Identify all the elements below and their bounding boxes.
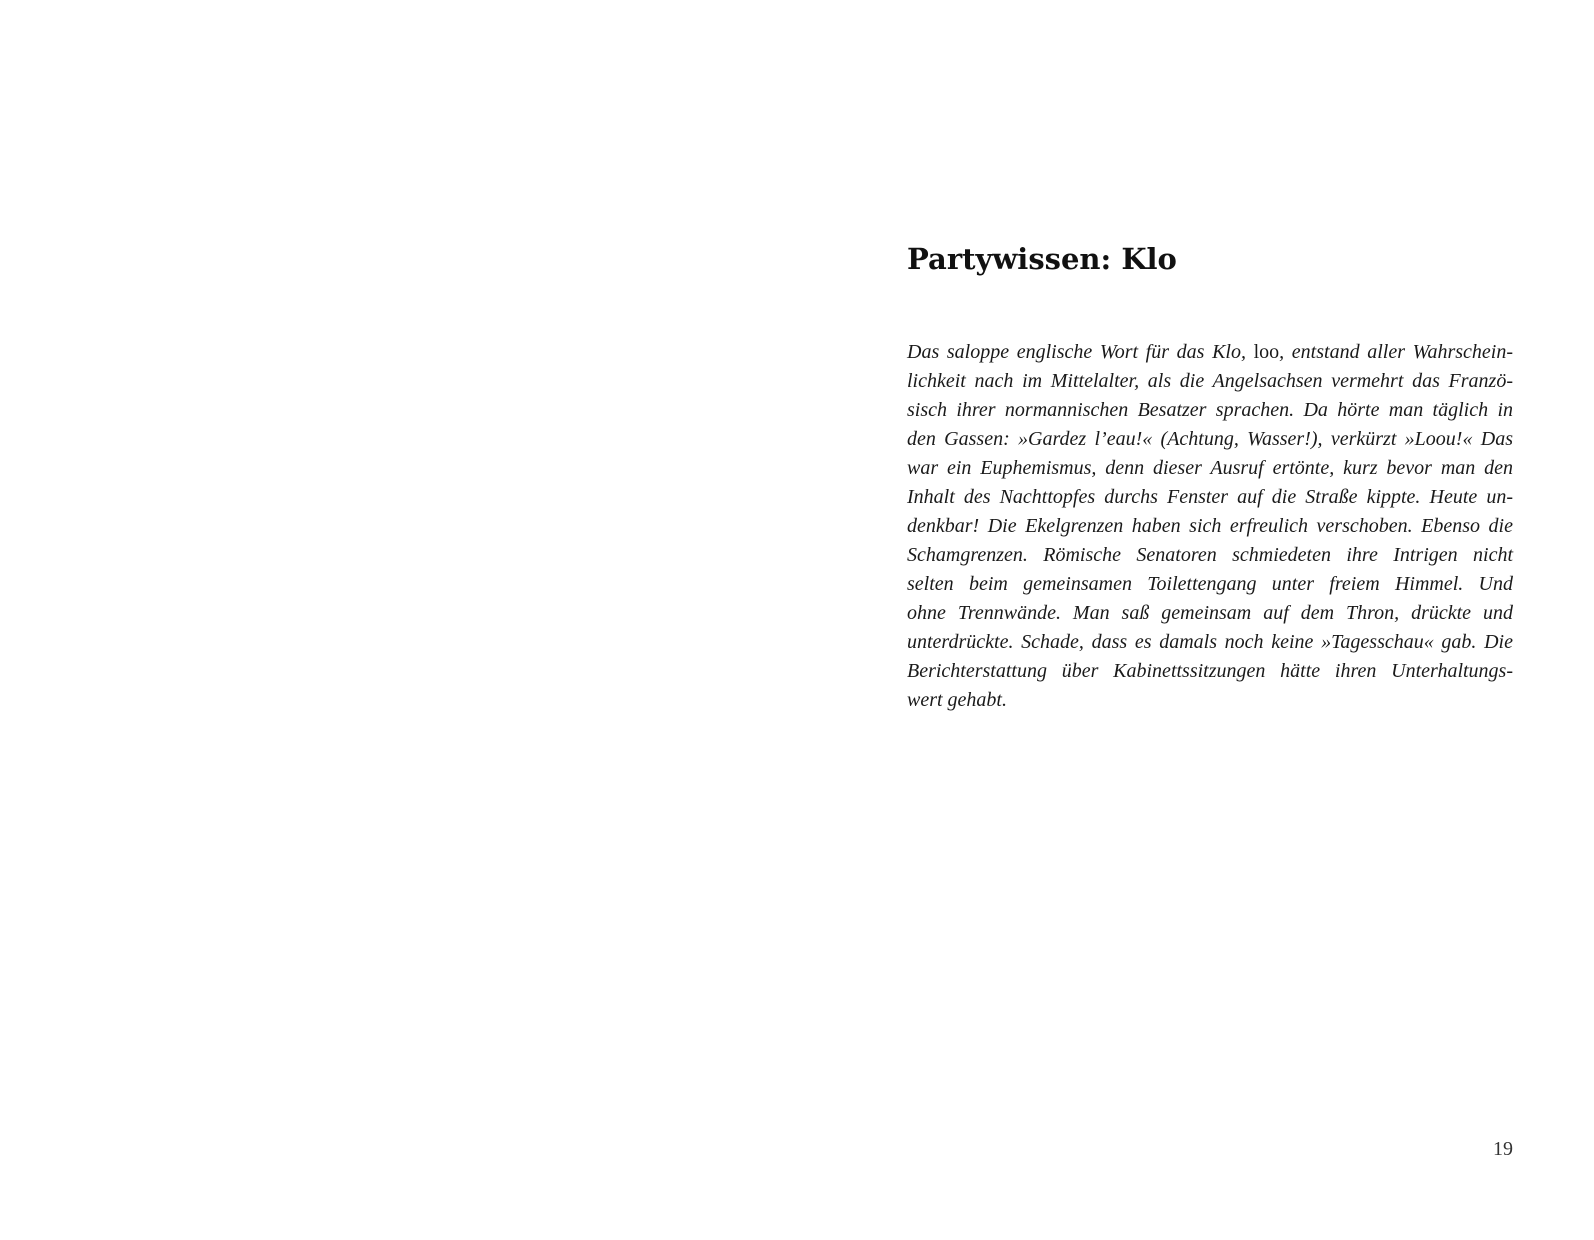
text-line-4: den Gassen: »Gardez l’eau!« (Achtung, Wasser!), verkürzt »Loou!« Das <box>907 428 1513 450</box>
text-line-2: lichkeit nach im Mittelalter, als die Angelsachsen vermehrt das Franzö- <box>907 370 1513 392</box>
text-line-1-pre: Das saloppe englische Wort für das Klo, <box>907 341 1254 363</box>
text-line-13: wert gehabt. <box>907 689 1007 711</box>
text-line-6: Inhalt des Nachttopfes durchs Fenster auf die Straße kippte. Heute un- <box>907 486 1513 508</box>
text-line-1-post: , entstand aller Wahrschein- <box>1279 341 1513 363</box>
text-line-12: Berichterstattung über Kabinettssitzungen hätte ihren Unterhaltungs- <box>907 660 1513 682</box>
right-page <box>797 0 1594 1240</box>
page-heading: Partywissen: Klo <box>907 242 1177 276</box>
upright-word-loo: loo <box>1253 341 1280 363</box>
text-line-3: sisch ihrer normannischen Besatzer sprachen. Da hörte man täglich in <box>907 399 1513 421</box>
text-line-11: unterdrückte. Schade, dass es damals noch keine »Tagesschau« gab. Die <box>907 631 1513 653</box>
text-line-1 <box>907 338 1513 367</box>
body-paragraph <box>907 338 1513 715</box>
text-line-7: denkbar! Die Ekelgrenzen haben sich erfreulich verschoben. Ebenso die <box>907 515 1513 537</box>
text-line-9: selten beim gemeinsamen Toilettengang unter freiem Himmel. Und <box>907 573 1513 595</box>
text-line-5: war ein Euphemismus, denn dieser Ausruf ertönte, kurz bevor man den <box>907 457 1513 479</box>
text-line-8: Schamgrenzen. Römische Senatoren schmiedeten ihre Intrigen nicht <box>907 544 1513 566</box>
text-line-10: ohne Trennwände. Man saß gemeinsam auf dem Thron, drückte und <box>907 602 1513 624</box>
page-number: 19 <box>1493 1138 1513 1160</box>
